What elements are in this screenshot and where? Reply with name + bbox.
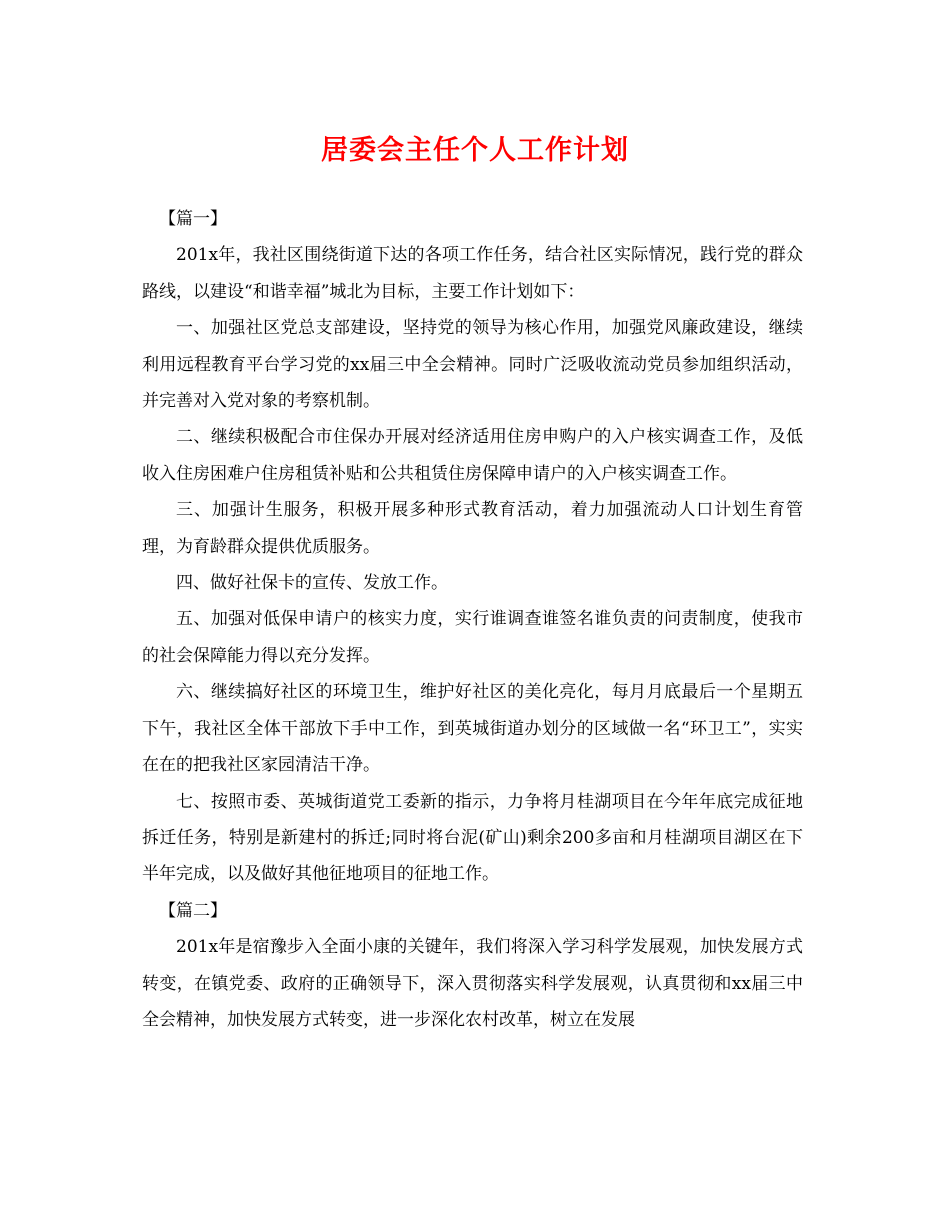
paragraph-item-1: 一、加强社区党总支部建设，坚持党的领导为核心作用，加强党风廉政建设，继续利用远程教育平台学习党的xx届三中全会精神。同时广泛吸收流动党员参加组织活动，并完善对入党对象的考察机制。 xyxy=(142,318,803,412)
paragraph-intro-2: 201x年是宿豫步入全面小康的关键年，我们将深入学习科学发展观，加快发展方式转变，在镇党委、政府的正确领导下，深入贯彻落实科学发展观，认真贯彻和xx届三中全会精神，加快发展方式转变，进一步深化农村改革，树立在发展 xyxy=(142,937,803,1030)
document-body xyxy=(142,201,803,1038)
section-heading-1: 【篇一】 xyxy=(159,209,227,229)
paragraph-item-3: 三、加强计生服务，积极开展多种形式教育活动，着力加强流动人口计划生育管理，为育龄群众提供优质服务。 xyxy=(142,500,803,557)
paragraph-item-6: 六、继续搞好社区的环境卫生，维护好社区的美化亮化，每月月底最后一个星期五下午，我社区全体干部放下手中工作，到英城街道办划分的区域做一名“环卫工”，实实在在的把我社区家园清洁干净。 xyxy=(142,682,803,776)
paragraph-item-4: 四、做好社保卡的宣传、发放工作。 xyxy=(176,573,448,594)
paragraph-item-2: 二、继续积极配合市住保办开展对经济适用住房申购户的入户核实调查工作，及低收入住房困难户住房租赁补贴和公共租赁住房保障申请户的入户核实调查工作。 xyxy=(142,427,803,484)
paragraph-intro-1: 201x年，我社区围绕街道下达的各项工作任务，结合社区实际情况，践行党的群众路线，以建设“和谐幸福”城北为目标，主要工作计划如下： xyxy=(142,245,803,302)
paragraph-item-7: 七、按照市委、英城街道党工委新的指示，力争将月桂湖项目在今年年底完成征地拆迁任务，特别是新建村的拆迁;同时将台泥(矿山)剩余200多亩和月桂湖项目湖区在下半年完成，以及做好其他征地项目的征地工作。 xyxy=(142,791,803,885)
section-heading-2: 【篇二】 xyxy=(159,900,227,921)
paragraph-item-5: 五、加强对低保申请户的核实力度，实行谁调查谁签名谁负责的问责制度，使我市的社会保障能力得以充分发挥。 xyxy=(142,609,803,666)
document-title: 居委会主任个人工作计划 xyxy=(321,135,629,166)
